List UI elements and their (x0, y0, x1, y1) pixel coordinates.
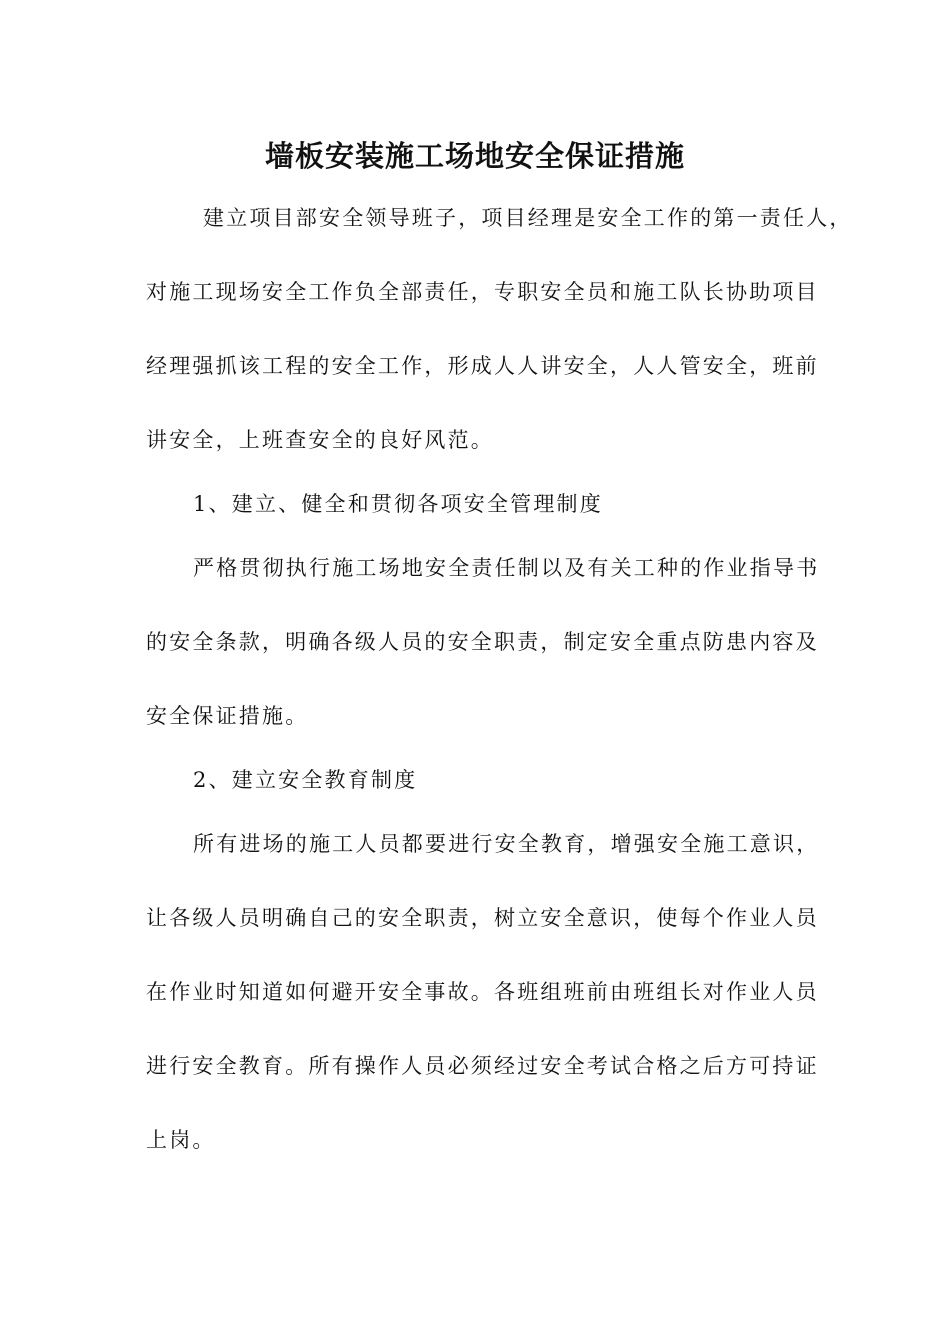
paragraph-line: 上岗。 (146, 1128, 216, 1152)
paragraph-line: 对施工现场安全工作负全部责任，专职安全员和施工队长协助项目 (146, 280, 819, 304)
paragraph-line: 的安全条款，明确各级人员的安全职责，制定安全重点防患内容及 (146, 630, 819, 654)
paragraph-line: 严格贯彻执行施工场地安全责任制以及有关工种的作业指导书 (193, 556, 820, 580)
paragraph-line: 所有进场的施工人员都要进行安全教育，增强安全施工意识， (193, 832, 820, 856)
paragraph-line: 经理强抓该工程的安全工作，形成人人讲安全，人人管安全，班前 (146, 354, 819, 378)
paragraph-line: 让各级人员明确自己的安全职责，树立安全意识，使每个作业人员 (146, 906, 819, 930)
paragraph-line: 进行安全教育。所有操作人员必须经过安全考试合格之后方可持证 (146, 1054, 819, 1078)
document-title: 墙板安装施工场地安全保证措施 (264, 139, 685, 173)
section-heading: 2、建立安全教育制度 (193, 768, 418, 792)
paragraph-line: 在作业时知道如何避开安全事故。各班组班前由班组长对作业人员 (146, 980, 819, 1004)
section-heading: 1、建立、健全和贯彻各项安全管理制度 (193, 492, 603, 516)
paragraph-line: 安全保证措施。 (146, 704, 309, 728)
paragraph-line: 建立项目部安全领导班子，项目经理是安全工作的第一责任人， (203, 206, 853, 230)
paragraph-line: 讲安全，上班查安全的良好风范。 (146, 428, 494, 452)
